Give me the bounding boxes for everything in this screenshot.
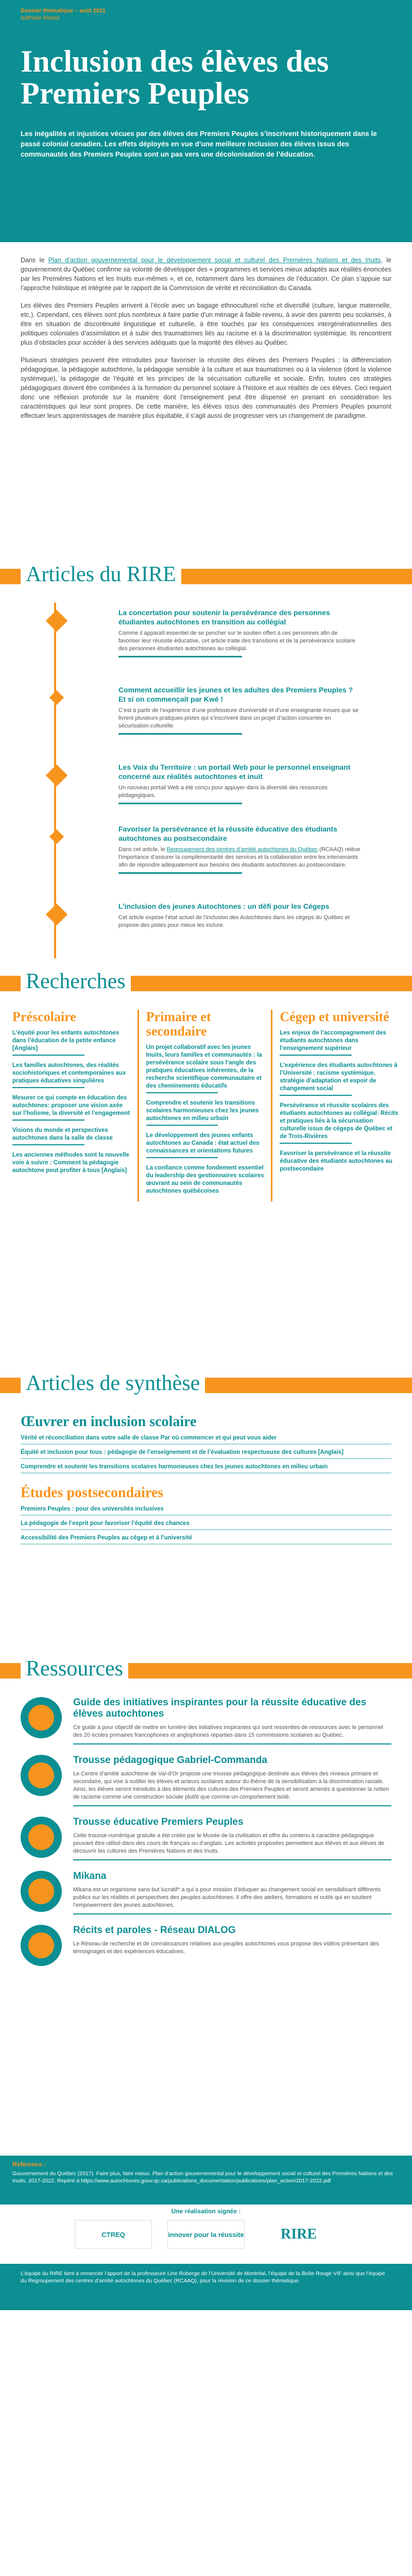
article-item[interactable] xyxy=(46,685,376,735)
section-title-synthese: Articles de synthèse xyxy=(21,1367,205,1399)
article-desc: Un nouveau portail Web a été conçu pour appuyer dans la diversité des ressources pédagogiques. xyxy=(118,785,328,799)
page-title: Inclusion des élèves des Premiers Peuples xyxy=(21,44,329,110)
article-card xyxy=(118,902,360,929)
circle-bullet-icon xyxy=(21,1697,62,1738)
section-title-ressources: Ressources xyxy=(21,1653,128,1685)
footer: L’équipe du RIRE tient à remercier l’apport de la professeure Line Roberge de l’Université de Montréal, l’équipe de la Boîte Rouge VIF ainsi que l’équipe du Regroupement des centres d’amitié autochtones du Québec (RCAAQ), pour la révision de ce dossier thématique. xyxy=(0,2264,412,2310)
references-text[interactable]: Gouvernement du Québec (2017). Faire plus, faire mieux. Plan d’action gouvernemental pour le développement social et culturel des Premières Nations et des Inuits, 2017-2022. Repéré à https://www.autochtones.gouv.qc.ca/publications_documentation/publications/plan_action/2017-2022.pdf xyxy=(12,2171,393,2184)
research-item[interactable] xyxy=(280,1062,400,1096)
resource-item[interactable] xyxy=(21,1871,391,1914)
paragraph-1-start: Dans le xyxy=(21,257,48,264)
article-item[interactable] xyxy=(46,824,376,874)
references xyxy=(0,2156,412,2205)
circle-bullet-inner xyxy=(28,1933,54,1958)
logos-row xyxy=(21,2220,391,2249)
resource-desc: Ce guide a pour objectif de mettre en lumière des initiatives inspirantes qui sont ressenties de ressources avec le personnel des 20 écoles primaires francophones et anglophones réparties dans 15 commissions scolaires au Québec. xyxy=(73,1724,383,1738)
paragraph-3: Plusieurs stratégies peuvent être introduites pour favoriser la réussite des élèves des Premiers Peuples : la différenciation pédagogique, la pédagogie autochtone, la pédagogie sensible à la culture et aux traumatismes ou à la violence (dont la violence systémique), la pédagogie de l’équité et les principes de la sécurisation culturelle et sociale. Enfin, toutes ces stratégies pédagogiques doivent être combinées à la formation du personnel scolaire à l’histoire et aux réalités de ces élèves. Ceci requiert donc une réflexion profonde sur la manière dont l’enseignement peut être dispensé en prenant en considération les caractéristiques qui leur sont propres. De cette manière, les élèves issus des communautés des Premiers Peuples pourront effectuer leurs apprentissages de manière plus équitable, il s’agit aussi de progresser vers un changement de paradigme. xyxy=(21,357,391,419)
article-item[interactable] xyxy=(46,902,376,929)
resource-body xyxy=(73,1697,391,1744)
intro-paragraph: Les inégalités et injustices vécues par des élèves des Premiers Peuples s’inscrivent historiquement dans le passé colonial canadien. Les effets déployés en vue d’une meilleure inclusion des élèves issus des communautés des Premiers Peuples sont un pas vers une décolonisation de l’éducation. xyxy=(21,130,377,158)
article-desc-end: (RCAAQ) relève l’importance d’assurer la complémentarité des services et la collaboration entre les intervenants afin de répondre adéquatement aux besoins des étudiants autochtones au postsecondaire. xyxy=(118,846,360,868)
divider xyxy=(280,1055,352,1056)
ctreq-logo[interactable]: CTREQ xyxy=(75,2220,152,2249)
resource-item[interactable] xyxy=(21,1755,391,1806)
article-desc: C’est à partir de l’expérience d’une professeure d’université et d’une enseignante innues que se livrent plusieurs pratiques-pistes qui s’inscrivent dans un projet d’action concertée en sécurisation culturelle. xyxy=(118,707,358,729)
section-banner-recherches xyxy=(0,958,412,1010)
resource-desc: Cette trousse numérique gratuite a été créée par le Musée de la civilisation et offre du contenu à caractère pédagogique pouvant être utilisé dans des cours de français ou d’anglais. Les activités proposées permettent aux élèves et aux élèves de découvrir les cultures des Premières Nations et des Inuits. xyxy=(73,1833,385,1854)
divider xyxy=(146,1092,218,1093)
article-desc: Cet article expose l’état actuel de l’inclusion des Autochtones dans les cégeps du Québec et propose des pistes pour mieux les inclure. xyxy=(118,914,350,928)
resource-item[interactable] xyxy=(21,1697,391,1744)
research-title[interactable]: L’équité pour les enfants autochtones dans l’éducation de la petite enfance [Anglais] xyxy=(12,1030,119,1052)
section-banner-ressources xyxy=(0,1646,412,1697)
subsection-title: Œuvrer en inclusion scolaire xyxy=(21,1414,197,1430)
article-title[interactable]: Les Voix du Territoire : un portail Web pour le personnel enseignant concerné aux réalités autochtones et inuit xyxy=(118,763,351,781)
circle-bullet-inner xyxy=(28,1878,54,1904)
circle-bullet-inner xyxy=(28,1705,54,1731)
research-title[interactable]: Les anciennes méthodes sont la nouvelle voie à suivre : Comment la pédagogie autochtone peut profiter à tous [Anglais] xyxy=(12,1152,129,1174)
research-item[interactable] xyxy=(280,1150,400,1173)
research-item[interactable] xyxy=(12,1062,132,1088)
research-title[interactable]: Mesurer ce qui compte en éducation des autochtones: proposer une vision axée sur l’holisme, la diversité et l’engagement xyxy=(12,1095,130,1116)
resource-body xyxy=(73,1755,391,1806)
column-title: Primaire et secondaire xyxy=(146,1009,211,1039)
logos-section xyxy=(0,2205,412,2264)
divider xyxy=(73,1743,391,1744)
paragraph-1-end: , le gouvernement du Québec confirme sa volonté de développer des « programmes et services mieux adaptés aux réalités énoncées par les Premières Nations et les Inuits eux-mêmes », et ce, notamment dans les domaines de l’éducation. Ce plan s’appuie sur l’approche holistique et intégrée par le rapport de la Commission de vérité et réconciliation du Canada. xyxy=(21,257,391,292)
research-item[interactable] xyxy=(146,1164,266,1195)
article-title[interactable]: La concertation pour soutenir la persévérance des personnes étudiantes autochtones en transition au collégial xyxy=(118,608,330,626)
divider xyxy=(73,1913,391,1914)
rire-logo[interactable]: RIRE xyxy=(280,2226,317,2242)
article-card xyxy=(118,824,360,874)
research-title[interactable]: Visions du monde et perspectives autochtones dans la salle de classe xyxy=(12,1127,113,1141)
circle-bullet-icon xyxy=(21,1817,62,1858)
research-title[interactable]: Les familles autochtones, des réalités sociohistoriques et contemporaines aux pratiques éducatives singulières xyxy=(12,1062,126,1084)
diamond-marker-icon xyxy=(49,690,64,705)
circle-bullet-inner xyxy=(28,1824,54,1850)
synthese-item[interactable]: Vérité et réconciliation dans votre salle de classe Par où commencer et qui peut vous aider xyxy=(21,1435,277,1441)
column-title: Préscolaire xyxy=(12,1009,76,1024)
innover-logo[interactable]: innover pour la réussite xyxy=(167,2220,245,2249)
article-title[interactable]: Favoriser la persévérance et la réussite éducative des étudiants autochtones au postsecondaire xyxy=(118,825,337,842)
synthese-item[interactable]: Accessibilité des Premiers Peuples au cégep et à l’université xyxy=(21,1535,193,1541)
author-tag: Nathalie Maziol xyxy=(21,15,60,21)
article-desc-start: Dans cet article, le xyxy=(118,846,167,853)
logos-caption: Une réalisation signée : xyxy=(171,2208,241,2215)
research-item[interactable] xyxy=(12,1029,132,1056)
research-item[interactable] xyxy=(146,1044,266,1093)
research-item[interactable] xyxy=(12,1094,132,1121)
article-card xyxy=(118,608,360,657)
divider xyxy=(21,1444,391,1445)
ressources-section xyxy=(0,1697,412,2156)
research-item[interactable] xyxy=(12,1151,132,1175)
divider xyxy=(118,803,242,804)
diamond-marker-icon xyxy=(49,829,64,844)
synthese-item[interactable]: La pédagogie de l’esprit pour favoriser l’équité des chances xyxy=(21,1520,190,1527)
resource-item[interactable] xyxy=(21,1925,391,1966)
column-primaire-secondaire xyxy=(146,1010,273,1201)
paragraph-1 xyxy=(21,256,391,293)
resource-title[interactable]: Guide des initiatives inspirantes pour la réussite éducative des élèves autochtones xyxy=(73,1697,367,1719)
synthese-item[interactable]: Comprendre et soutenir les transitions scolaires harmonieuses chez les jeunes autochtones en milieu urbain xyxy=(21,1464,328,1470)
research-title[interactable]: Comprendre et soutenir les transitions scolaires harmonieuses chez les jeunes autochtones en milieu urbain xyxy=(146,1100,259,1122)
article-desc: Comme il apparaît essentiel de se pencher sur le soutien offert à ces personnes afin de favoriser leur réussite éducative, cet article traite des transitions et de la persévérance scolaire des personnes étudiantes autochtones au collégial. xyxy=(118,630,355,652)
article-item[interactable] xyxy=(46,762,376,804)
diamond-marker-icon xyxy=(46,610,67,632)
divider xyxy=(21,1458,391,1459)
article-item[interactable] xyxy=(46,608,376,657)
divider xyxy=(12,1120,84,1121)
resource-desc: Le Centre d’amitié autochtone de Val-d’Or propose une trousse pédagogique destinée aux élèves des niveaux primaire et secondaire, qui vise à outiller les élèves et acteurs scolaires autour du thème de la sensibilisation à la discrimination raciale. Ainsi, les élèves seront introduits à des éléments des cultures des Premiers Peuples et seront amenés à questionner la notion de racisme comme une construction sociale plutôt que comme un comportement isolé. xyxy=(73,1771,389,1800)
body-text xyxy=(0,242,412,551)
divider xyxy=(280,1095,352,1096)
section-banner-synthese xyxy=(0,1360,412,1412)
section-title-articles: Articles du RIRE xyxy=(21,558,181,590)
subsection-title: Études postsecondaires xyxy=(21,1485,164,1501)
divider xyxy=(118,656,242,657)
resource-body xyxy=(73,1925,391,1956)
divider xyxy=(21,1472,391,1473)
research-title[interactable]: L’expérience des étudiants autochtones à l’Université : racisme systémique, stratégie d’adaptation et espoir de changement social xyxy=(280,1062,398,1092)
circle-bullet-inner xyxy=(28,1762,54,1788)
research-item[interactable] xyxy=(146,1099,266,1126)
research-title[interactable]: Un projet collaboratif avec les jeunes Inuits, leurs familles et communautés : la persévérance scolaire sous l’angle des pratiques éducatives inhérentes, de la recherche scientifique communautaire et des cheminements éducatifs xyxy=(146,1044,262,1089)
synthese-section xyxy=(0,1414,412,1646)
resource-desc: Le Réseau de recherche et de connaissances relatives aux peuples autochtones vous propose des vidéos présentant des témoignages et des expériences éducatives. xyxy=(73,1941,379,1955)
circle-bullet-icon xyxy=(21,1925,62,1966)
header xyxy=(0,0,412,242)
circle-bullet-icon xyxy=(21,1871,62,1912)
research-title[interactable]: Le développement des jeunes enfants autochtones au Canada : état actuel des connaissances et orientations futures xyxy=(146,1132,260,1154)
articles-timeline xyxy=(0,603,412,958)
research-item[interactable] xyxy=(280,1102,400,1144)
synthese-item[interactable]: Équité et inclusion pour tous : pédagogie de l’enseignement et de l’évaluation respectueuse des cultures [Anglais] xyxy=(21,1449,344,1455)
article-card xyxy=(118,685,360,735)
divider xyxy=(12,1055,84,1056)
column-title: Cégep et université xyxy=(280,1009,389,1024)
divider xyxy=(21,1529,391,1530)
research-item[interactable] xyxy=(12,1127,132,1145)
resource-title[interactable]: Mikana xyxy=(73,1871,107,1882)
circle-bullet-icon xyxy=(21,1755,62,1796)
divider xyxy=(73,1859,391,1860)
resource-item[interactable] xyxy=(21,1817,391,1860)
research-title[interactable]: La confiance comme fondement essentiel du leadership des gestionnaires scolaires œuvrant au sein de communautés autochtones québécoises xyxy=(146,1165,264,1194)
divider xyxy=(118,872,242,874)
resource-desc: Mikana est un organisme sans but lucratif* a qui a pour mission d’éduquer au changement social en sensibilisant différents publics sur les réalités et perspectives des peuples autochtones. Il offre des ateliers, formations et outils qui en soutient l’empowerment des jeunes autochtones. xyxy=(73,1887,381,1908)
article-title[interactable]: Comment accueillir les jeunes et les adultes des Premiers Peuples ? Et si on commençait par Kwé ! xyxy=(118,686,353,703)
resource-title[interactable]: Trousse éducative Premiers Peuples xyxy=(73,1817,244,1827)
divider xyxy=(12,1087,84,1088)
diamond-marker-icon xyxy=(46,904,67,925)
rcaaq-link[interactable]: Regroupement des centres d’amitié autochtones du Québec xyxy=(166,846,318,853)
divider xyxy=(146,1125,218,1126)
paragraph-2: Les élèves des Premiers Peuples arrivent à l’école avec un bagage ethnoculturel riche et diversifié (culture, langue maternelle, etc.). Cependant, ces élèves sont plus nombreux à faire partie d’un ménage à faible revenu, à avoir des parents peu scolarisés, à être en situation de discontinuité linguistique et culturelle, à être touchés par les conséquences intergénérationnelles des politiques coloniales d’assimilation et à subir des traumatismes liés au racisme et à la discrimination systémique. Ils rencontrent plus d’obstacles pour accéder à des services adéquats que la majorité des élèves au Québec. xyxy=(21,302,391,346)
recherches-columns xyxy=(12,1010,400,1201)
research-title[interactable]: Persévérance et réussite scolaires des étudiants autochtones au collégial: Récits et pratiques liés à la sécurisation culturelle issus de cégeps de Québec et de Trois-Rivières xyxy=(280,1103,399,1140)
resource-body xyxy=(73,1817,391,1860)
divider xyxy=(146,1157,218,1158)
resource-body xyxy=(73,1871,391,1914)
recherches-section xyxy=(0,1010,412,1360)
divider xyxy=(280,1143,352,1144)
column-prescolaire xyxy=(12,1010,139,1201)
divider xyxy=(21,1515,391,1516)
research-item[interactable] xyxy=(280,1029,400,1056)
divider xyxy=(118,733,242,735)
divider xyxy=(21,1544,391,1545)
resource-title[interactable]: Récits et paroles - Réseau DIALOG xyxy=(73,1925,236,1936)
article-title[interactable]: L’inclusion des jeunes Autochtones : un défi pour les Cégeps xyxy=(118,902,330,910)
resource-title[interactable]: Trousse pédagogique Gabriel-Commanda xyxy=(73,1755,267,1766)
research-title[interactable]: Les enjeux de l’accompagnement des étudiants autochtones dans l’enseignement supérieur xyxy=(280,1030,386,1052)
references-heading: Référence : xyxy=(12,2161,46,2168)
plan-action-link[interactable]: Plan d’action gouvernemental pour le développement social et culturel des Premières Nations et des Inuits xyxy=(48,257,381,264)
research-item[interactable] xyxy=(146,1132,266,1158)
research-title[interactable]: Favoriser la persévérance et la réussite éducative des étudiants autochtones au postsecondaire xyxy=(280,1150,392,1172)
dossier-tag: Dossier thématique – août 2021 xyxy=(21,8,106,14)
section-title-recherches: Recherches xyxy=(21,965,131,997)
divider xyxy=(73,1805,391,1806)
column-cegep-universite xyxy=(280,1010,400,1201)
article-desc xyxy=(118,846,360,869)
article-card xyxy=(118,762,360,804)
section-banner-articles xyxy=(0,551,412,603)
divider xyxy=(12,1144,84,1145)
diamond-marker-icon xyxy=(46,765,67,786)
synthese-item[interactable]: Premiers Peuples : pour des universités inclusives xyxy=(21,1506,164,1512)
